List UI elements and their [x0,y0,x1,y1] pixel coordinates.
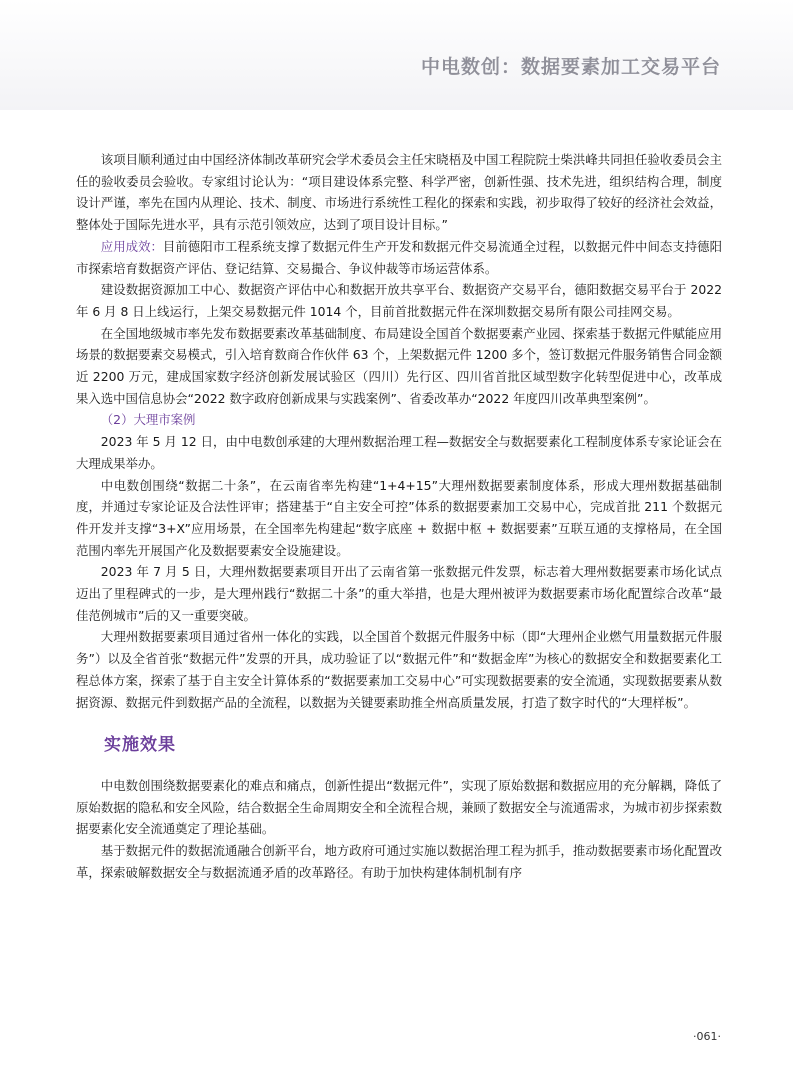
section-title: 实施效果 [104,735,176,756]
page-header [0,0,793,110]
page-number: ·061· [693,1030,721,1043]
paragraph: 在全国地级城市率先发布数据要素改革基础制度、布局建设全国首个数据要素产业园、探索基于数据元件赋能应用场景的数据要素交易模式，引入培育数商合作伙伴 63 个，上架数据元件 1200 多个，签订数据元件服务销售合同金额近 2200 万元，建成国家数字经济创新发展试验区（四川）先行区、四川省首批区域型数字化转型促进中心，改革成果入选中国信息协会“2022 数字政府创新成果与实践案例”、省委改革办“2022 年度四川改革典型案例”。 [76,325,722,406]
paragraph-text: 目前德阳市工程系统支撑了数据元件生产开发和数据元件交易流通全过程，以数据元件中间态支持德阳市探索培育数据资产评估、登记结算、交易撮合、争议仲裁等市场运营体系。 [76,238,723,276]
paragraph: 建设数据资源加工中心、数据资产评估中心和数据开放共享平台、数据资产交易平台，德阳数据交易平台于 2022 年 6 月 8 日上线运行，上架交易数据元件 1014 个，目前首批数据元件在深圳数据交易所有限公司挂网交易。 [76,282,722,319]
paragraph: 该项目顺利通过由中国经济体制改革研究会学术委员会主任宋晓梧及中国工程院院士柴洪峰共同担任验收委员会主任的验收委员会验收。专家组讨论认为：“项目建设体系完整、科学严密，创新性强、技术先进，组织结构合理，制度设计严谨，率先在国内从理论、技术、制度、市场进行系统性工程化的探索和实践，初步取得了较好的经济社会效益，整体处于国际先进水平，具有示范引领效应，达到了项目设计目标。” [76,152,722,233]
document-body [76,149,722,884]
header-title: 中电数创：数据要素加工交易平台 [420,56,721,78]
paragraph: 大理州数据要素项目通过省州一体化的实践，以全国首个数据元件服务中标（即“大理州企业燃气用量数据元件服务”）以及全省首张“数据元件”发票的开具，成功验证了以“数据元件”和“数据金库”为核心的数据安全和数据要素化工程总体方案，探索了基于自主安全计算体系的“数据要素加工交易中心”可实现数据要素的安全流通，实现数据要素从数据资源、数据元件到数据产品的全流程，以数据为关键要素助推全州高质量发展，打造了数字时代的“大理样板”。 [76,629,722,710]
subheading: （2）大理市案例 [100,412,196,428]
inline-label: 应用成效： [100,238,163,254]
paragraph: 中电数创围绕“数据二十条”，在云南省率先构建“1+4+15”大理州数据要素制度体系，形成大理州数据基础制度，并通过专家论证及合法性评审；搭建基于“自主安全可控”体系的数据要素加工交易中心，完成首批 211 个数据元件开发并支撑“3+X”应用场景，在全国率先构建起“数字底座 + 数据中枢 + 数据要素”互联互通的支撑格局，在全国范围内率先开展国产化及数据要素安全设施建设。 [76,477,722,558]
paragraph: 基于数据元件的数据流通融合创新平台，地方政府可通过实施以数据治理工程为抓手，推动数据要素市场化配置改革，探索破解数据安全与数据流通矛盾的改革路径。有助于加快构建体制机制有序 [76,843,722,880]
paragraph-application-results [76,236,722,279]
paragraph: 中电数创围绕数据要素化的难点和痛点，创新性提出“数据元件”，实现了原始数据和数据应用的充分解耦，降低了原始数据的隐私和安全风险，结合数据全生命周期安全和全流程合规，兼顾了数据安全与流通需求，为城市初步探索数据要素化安全流通奠定了理论基础。 [76,777,722,837]
paragraph: 2023 年 5 月 12 日，由中电数创承建的大理州数据治理工程—数据安全与数据要素化工程制度体系专家论证会在大理成果举办。 [76,434,722,471]
paragraph: 2023 年 7 月 5 日，大理州数据要素项目开出了云南省第一张数据元件发票，标志着大理州数据要素市场化试点迈出了里程碑式的一步，是大理州践行“数据二十条”的重大举措，也是大理州被评为数据要素市场化配置综合改革“最佳范例城市”后的又一重要突破。 [76,564,722,623]
